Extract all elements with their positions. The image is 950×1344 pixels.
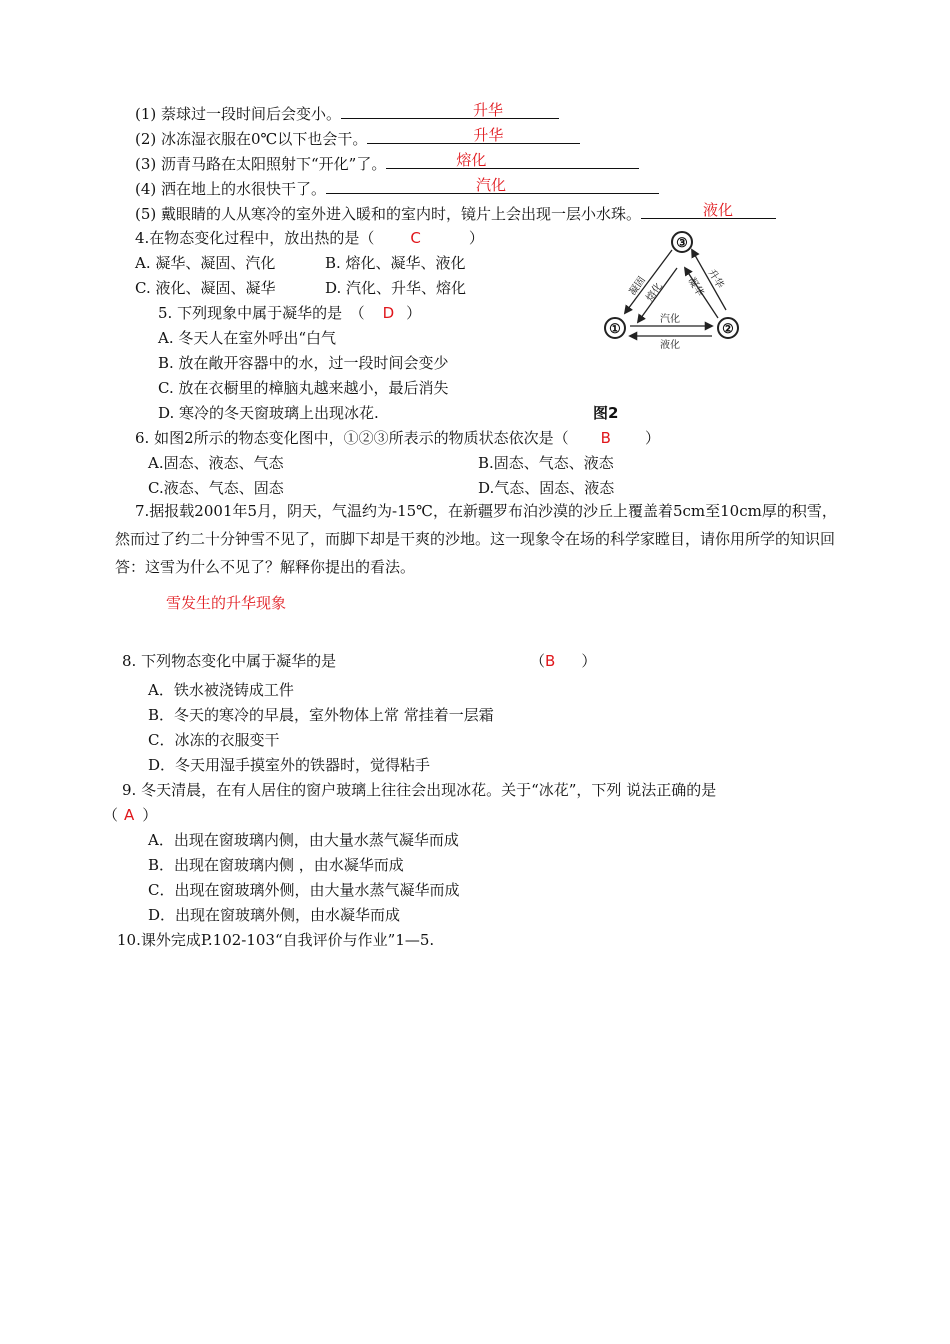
q8-option-a[interactable]: A．铁水被浇铸成工件	[148, 681, 294, 699]
q6-answer: B	[600, 429, 611, 447]
q4-option-b[interactable]: B. 熔化、凝华、液化	[325, 254, 466, 272]
bracket-close: ）	[406, 304, 422, 322]
q6-option-a[interactable]: A.固态、液态、气态	[148, 454, 284, 472]
q8-answer-bracket	[530, 651, 596, 671]
answer-text: 升华	[473, 126, 504, 144]
label-melting: 熔化	[644, 281, 665, 304]
answer-blank[interactable]	[341, 103, 559, 119]
q3-item-text: (2) 冰冻湿衣服在0℃以下也会干。	[135, 130, 368, 148]
q3-item-text: (4) 洒在地上的水很快干了。	[135, 180, 327, 198]
q9-option-a[interactable]: A．出现在窗玻璃内侧，由大量水蒸气凝华而成	[148, 831, 459, 849]
q7-answer: 雪发生的升华现象	[166, 594, 287, 612]
node-1	[605, 318, 625, 338]
q6-stem	[135, 428, 660, 448]
q4-option-a[interactable]: A. 凝华、凝固、汽化	[135, 254, 276, 272]
q5-option-a[interactable]: A. 冬天人在室外呼出“白气	[158, 329, 337, 347]
q7-question: 7.据报载2001年5月，阴天，气温约为-15℃，在新疆罗布泊沙漠的沙丘上覆盖着5cm至10cm厚的积雪，然而过了约二十分钟雪不见了，而脚下却是干爽的沙地。这一现象令在场的科学家瞠目，请你用所学的知识回答：这雪为什么不见了？解释你提出的看法。	[115, 502, 837, 576]
q5-option-c[interactable]: C. 放在衣橱里的樟脑丸越来越小，最后消失	[158, 379, 449, 397]
node-2	[718, 318, 738, 338]
figure-caption: 图2	[593, 404, 619, 422]
answer-blank[interactable]	[641, 203, 776, 219]
q9-answer-bracket	[103, 805, 157, 825]
q9-option-b[interactable]: B．出现在窗玻璃内侧 ，由水凝华而成	[148, 856, 404, 874]
answer-blank[interactable]	[367, 128, 580, 144]
node-2-label: ②	[722, 322, 734, 337]
answer-blank[interactable]	[386, 153, 639, 169]
q3-item-2	[135, 128, 580, 149]
label-liquefaction: 液化	[660, 340, 680, 351]
q9-option-c[interactable]: C．出现在窗玻璃外侧，由大量水蒸气凝华而成	[148, 881, 460, 899]
answer-text: 升华	[473, 101, 504, 119]
q3-item-text: (3) 沥青马路在太阳照射下“开化”了。	[135, 155, 387, 173]
q6-option-c[interactable]: C.液态、气态、固态	[148, 479, 284, 497]
q3-item-3	[135, 153, 639, 174]
state-change-diagram	[600, 228, 750, 353]
q8-option-d[interactable]: D．冬天用湿手摸室外的铁器时，觉得粘手	[148, 756, 431, 774]
q4-stem	[135, 228, 484, 248]
label-freezing: 凝固	[627, 275, 648, 298]
q3-item-text: (1) 萘球过一段时间后会变小。	[135, 105, 342, 123]
label-sublimation: 升华	[705, 267, 726, 291]
label-deposition: 凝华	[685, 275, 706, 299]
node-1-label: ①	[609, 322, 621, 337]
q10-assignment: 10.课外完成P.102-103“自我评价与作业”1—5.	[117, 931, 435, 949]
q4-answer: C	[410, 229, 421, 247]
question-text: 5. 下列现象中属于凝华的是 （	[158, 304, 365, 322]
q3-item-text: (5) 戴眼睛的人从寒冷的室外进入暖和的室内时，镜片上会出现一层小水珠。	[135, 205, 642, 223]
q9-option-d[interactable]: D．出现在窗玻璃外侧，由水凝华而成	[148, 906, 401, 924]
bracket-close: ）	[142, 806, 158, 824]
arrow-freezing	[625, 250, 672, 313]
answer-text: 熔化	[456, 151, 487, 169]
node-3	[672, 232, 692, 252]
q5-option-b[interactable]: B. 放在敞开容器中的水，过一段时间会变少	[158, 354, 449, 372]
bracket-open: （	[103, 806, 119, 824]
q6-option-b[interactable]: B.固态、气态、液态	[478, 454, 614, 472]
answer-blank[interactable]	[326, 178, 659, 194]
q3-item-4	[135, 178, 659, 199]
q3-item-5	[135, 203, 776, 224]
q8-option-b[interactable]: B．冬天的寒冷的早晨，室外物体上常 常挂着一层霜	[148, 706, 494, 724]
answer-text: 汽化	[476, 176, 507, 194]
q3-item-1	[135, 103, 559, 124]
q5-stem	[158, 303, 421, 323]
q8-answer: B	[545, 652, 556, 670]
q6-option-d[interactable]: D.气态、固态、液态	[478, 479, 615, 497]
answer-text: 液化	[703, 201, 734, 219]
q5-answer: D	[382, 304, 395, 322]
bracket-close: ）	[581, 652, 597, 670]
bracket-close: ）	[468, 229, 484, 247]
q9-stem: 9. 冬天清晨，在有人居住的窗户玻璃上往往会出现冰花。关于“冰花”，下列 说法正确的是	[122, 781, 717, 799]
bracket-open: （	[530, 652, 546, 670]
q5-option-d[interactable]: D. 寒冷的冬天窗玻璃上出现冰花.	[158, 404, 379, 422]
q8-stem: 8. 下列物态变化中属于凝华的是	[122, 652, 337, 670]
q8-option-c[interactable]: C．冰冻的衣服变干	[148, 731, 280, 749]
q4-option-c[interactable]: C. 液化、凝固、凝华	[135, 279, 276, 297]
question-text: 6. 如图2所示的物态变化图中，①②③所表示的物质状态依次是（	[135, 429, 569, 447]
q9-answer: A	[124, 806, 135, 824]
bracket-close: ）	[644, 429, 660, 447]
q4-option-d[interactable]: D. 汽化、升华、熔化	[325, 279, 467, 297]
question-text: 4.在物态变化过程中，放出热的是（	[135, 229, 375, 247]
node-3-label: ③	[676, 236, 688, 251]
label-vaporization: 汽化	[660, 314, 680, 325]
